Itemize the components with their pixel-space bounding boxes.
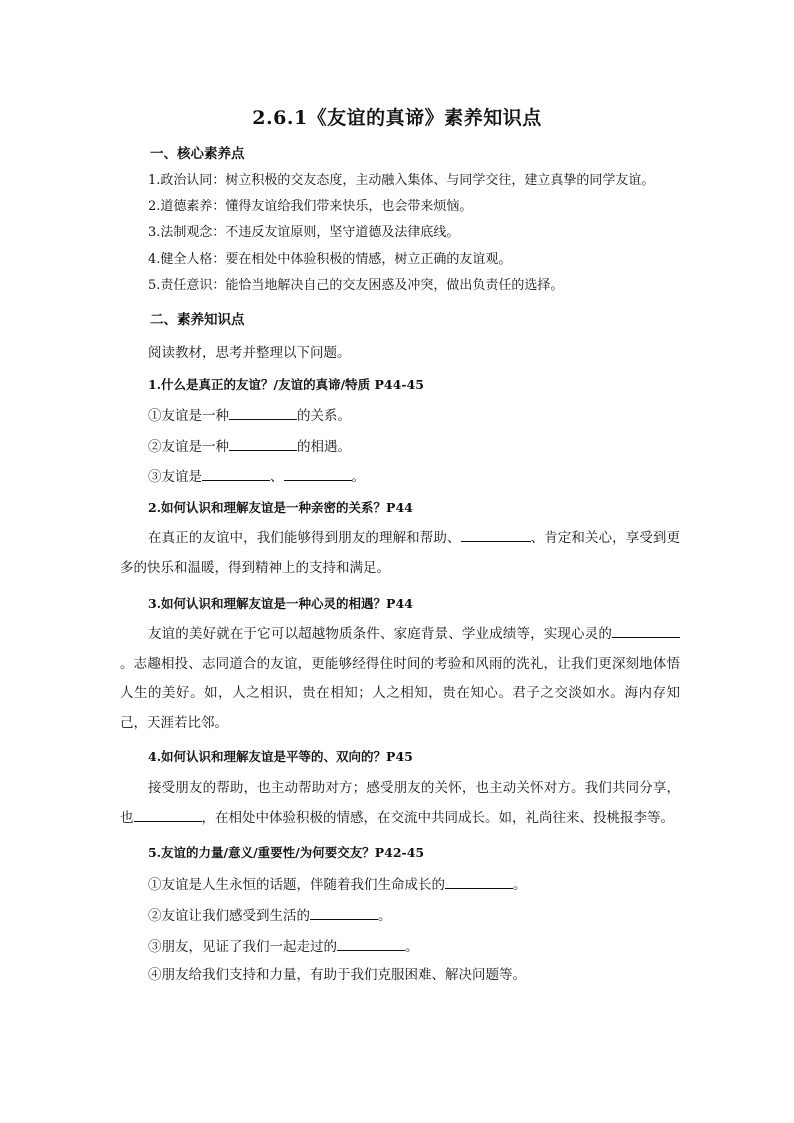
q1-answer-2	[148, 437, 351, 456]
fill-blank	[337, 937, 405, 951]
fill-blank	[229, 406, 297, 420]
fill-blank	[284, 467, 352, 481]
q1-a1-pre: ①友谊是一种	[148, 408, 229, 424]
q5-answer-1	[148, 875, 527, 894]
core-item-5: 5.责任意识：能恰当地解决自己的交友困惑及冲突，做出负责任的选择。	[148, 278, 564, 293]
q5-answer-3	[148, 937, 419, 956]
q4-paragraph	[120, 774, 680, 833]
q1-a2-post: 的相遇。	[297, 439, 351, 455]
fill-blank	[461, 528, 531, 542]
q3-para-post: 。志趣相投、志同道合的友谊，更能够经得住时间的考验和风雨的洗礼，让我们更深刻地体悟人生的美好。如，人之相识，贵在相知；人之相知，贵在知心。君子之交淡如水。海内存知己，天涯若比邻。	[120, 655, 680, 731]
core-item-2: 2.道德素养：懂得友谊给我们带来快乐，也会带来烦恼。	[148, 199, 473, 214]
q5-a3-post: 。	[405, 939, 419, 955]
question-1-title: 1.什么是真正的友谊？/友谊的真谛/特质 P44-45	[148, 377, 424, 392]
fill-blank	[229, 437, 297, 451]
q3-paragraph	[120, 620, 680, 738]
fill-blank	[134, 808, 202, 822]
q1-a2-pre: ②友谊是一种	[148, 439, 229, 455]
q2-paragraph	[120, 524, 680, 583]
question-4-title: 4.如何认识和理解友谊是平等的、双向的？P45	[148, 749, 413, 764]
q1-answer-1	[148, 406, 351, 425]
question-2-title: 2.如何认识和理解友谊是一种亲密的关系？P44	[148, 500, 413, 515]
section-heading-knowledge: 二、素养知识点	[150, 312, 245, 328]
fill-blank	[612, 624, 680, 638]
q5-a2-post: 。	[378, 908, 392, 924]
q5-a1-pre: ①友谊是人生永恒的话题，伴随着我们生命成长的	[148, 877, 445, 893]
q1-a3-pre: ③友谊是	[148, 469, 202, 485]
q5-answer-4: ④朋友给我们支持和力量，有助于我们克服困难、解决问题等。	[148, 967, 526, 983]
q5-a3-pre: ③朋友，见证了我们一起走过的	[148, 939, 337, 955]
question-5-title: 5.友谊的力量/意义/重要性/为何要交友？P42-45	[148, 845, 425, 860]
q1-a3-mid: 、	[270, 469, 284, 485]
fill-blank	[310, 906, 378, 920]
fill-blank	[445, 875, 513, 889]
core-item-1: 1.政治认同：树立积极的交友态度，主动融入集体、与同学交往，建立真挚的同学友谊。	[148, 173, 655, 188]
q3-para-pre: 友谊的美好就在于它可以超越物质条件、家庭背景、学业成绩等，实现心灵的	[148, 626, 612, 642]
intro-text: 阅读教材，思考并整理以下问题。	[148, 345, 351, 361]
q4-para-post: ，在相处中体验积极的情感，在交流中共同成长。如，礼尚往来、投桃报李等。	[201, 809, 674, 826]
q2-para-pre: 在真正的友谊中，我们能够得到朋友的理解和帮助、	[148, 530, 461, 546]
q5-a1-post: 。	[513, 877, 527, 893]
q5-answer-2	[148, 906, 392, 925]
core-item-4: 4.健全人格：要在相处中体验积极的情感，树立正确的友谊观。	[148, 252, 512, 267]
q1-a3-post: 。	[351, 469, 365, 485]
page-title: 2.6.1《友谊的真谛》素养知识点	[252, 107, 542, 129]
section-heading-core: 一、核心素养点	[150, 146, 245, 162]
q1-answer-3	[148, 467, 365, 486]
q5-a2-pre: ②友谊让我们感受到生活的	[148, 908, 310, 924]
question-3-title: 3.如何认识和理解友谊是一种心灵的相遇？P44	[148, 596, 413, 611]
q4-para-pre: 接受朋友的帮助，也主动帮助对方；感受朋友的关怀，也主动关怀对方。我们共同分享，也	[120, 780, 680, 826]
q2-para-post: 、肯定和关心，享受到更多的快乐和温暖，得到精神上的支持和满足。	[120, 530, 681, 576]
fill-blank	[202, 467, 270, 481]
core-item-3: 3.法制观念：不违反友谊原则，坚守道德及法律底线。	[148, 225, 460, 240]
q1-a1-post: 的关系。	[297, 408, 351, 424]
